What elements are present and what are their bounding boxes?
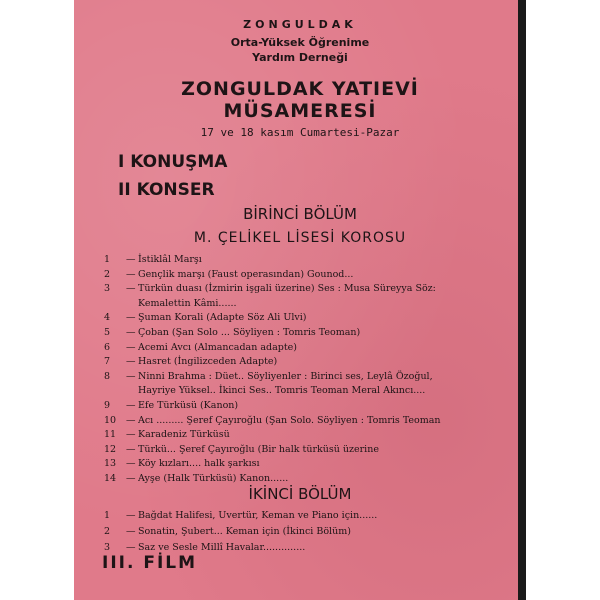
- list-item: 14 — Ayşe (Halk Türküsü) Kanon......: [104, 472, 289, 484]
- section-speech: I KONUŞMA: [118, 152, 228, 172]
- event-date: 17 ve 18 kasım Cumartesi-Pazar: [200, 126, 400, 139]
- list-item: 6 — Acemi Avcı (Almancadan adapte): [104, 341, 297, 353]
- list-item: 11 — Karadeniz Türküsü: [104, 429, 230, 441]
- part-one-list: [104, 253, 514, 487]
- org-city: ZONGULDAK: [243, 18, 357, 31]
- performer-heading: M. ÇELİKEL LİSESİ KOROSU: [193, 230, 407, 246]
- event-title-line2: MÜSAMERESİ: [223, 100, 377, 122]
- list-item: 2 — Gençlik marşı (Faust operasından) Gounod...: [104, 268, 354, 280]
- list-item: 10 — Acı ......... Şeref Çayıroğlu (Şan Solo. Söyliyen : Tomris Teoman: [104, 414, 441, 426]
- org-name-line1: Orta-Yüksek Öğrenime: [230, 36, 370, 49]
- list-item-continuation: Hayriye Yüksel.. İkinci Ses.. Tomris Teoman Meral Akıncı....: [138, 385, 426, 397]
- scan-edge-right: [518, 0, 526, 600]
- list-item: 1 — İstiklâl Marşı: [104, 254, 202, 265]
- list-item: 13 — Köy kızları.... halk şarkısı: [104, 458, 260, 470]
- list-item: 4 — Şuman Korali (Adapte Söz Ali Ulvi): [104, 312, 307, 324]
- list-item-continuation: Kemalettin Kâmi......: [138, 297, 237, 309]
- list-item: 12 — Türkü... Şeref Çayıroğlu (Bir halk türküsü üzerine: [104, 443, 379, 455]
- program-sheet: [74, 0, 526, 600]
- list-item: 3 — Türkün duası (İzmirin işgali üzerine) Ses : Musa Süreyya Söz:: [104, 283, 436, 295]
- section-concert: II KONSER: [118, 180, 215, 200]
- part-two-list: [104, 508, 514, 556]
- org-name-line2: Yardım Derneği: [252, 51, 348, 64]
- section-film: III. FİLM: [102, 553, 198, 573]
- list-item: 5 — Çoban (Şan Solo ... Söyliyen : Tomris Teoman): [104, 326, 361, 338]
- part-two-heading: İKİNCİ BÖLÜM: [248, 485, 352, 503]
- part-one-heading: BİRİNCİ BÖLÜM: [243, 205, 357, 223]
- list-item: 2 — Sonatin, Şubert... Keman için (İkinci Bölüm): [104, 526, 351, 537]
- list-item: 3 — Saz ve Sesle Millî Havalar..............: [104, 542, 306, 553]
- list-item: 9 — Efe Türküsü (Kanon): [104, 399, 239, 411]
- list-item: 7 — Hasret (İngilizceden Adapte): [104, 356, 278, 368]
- list-item: 8 — Ninni Brahma : Düet.. Söyliyenler : Birinci ses, Leylâ Özoğul,: [104, 370, 433, 382]
- event-title-line1: ZONGULDAK YATIEVİ: [181, 78, 419, 100]
- list-item: 1 — Bağdat Halifesi, Uvertür, Keman ve Piano için......: [104, 510, 378, 521]
